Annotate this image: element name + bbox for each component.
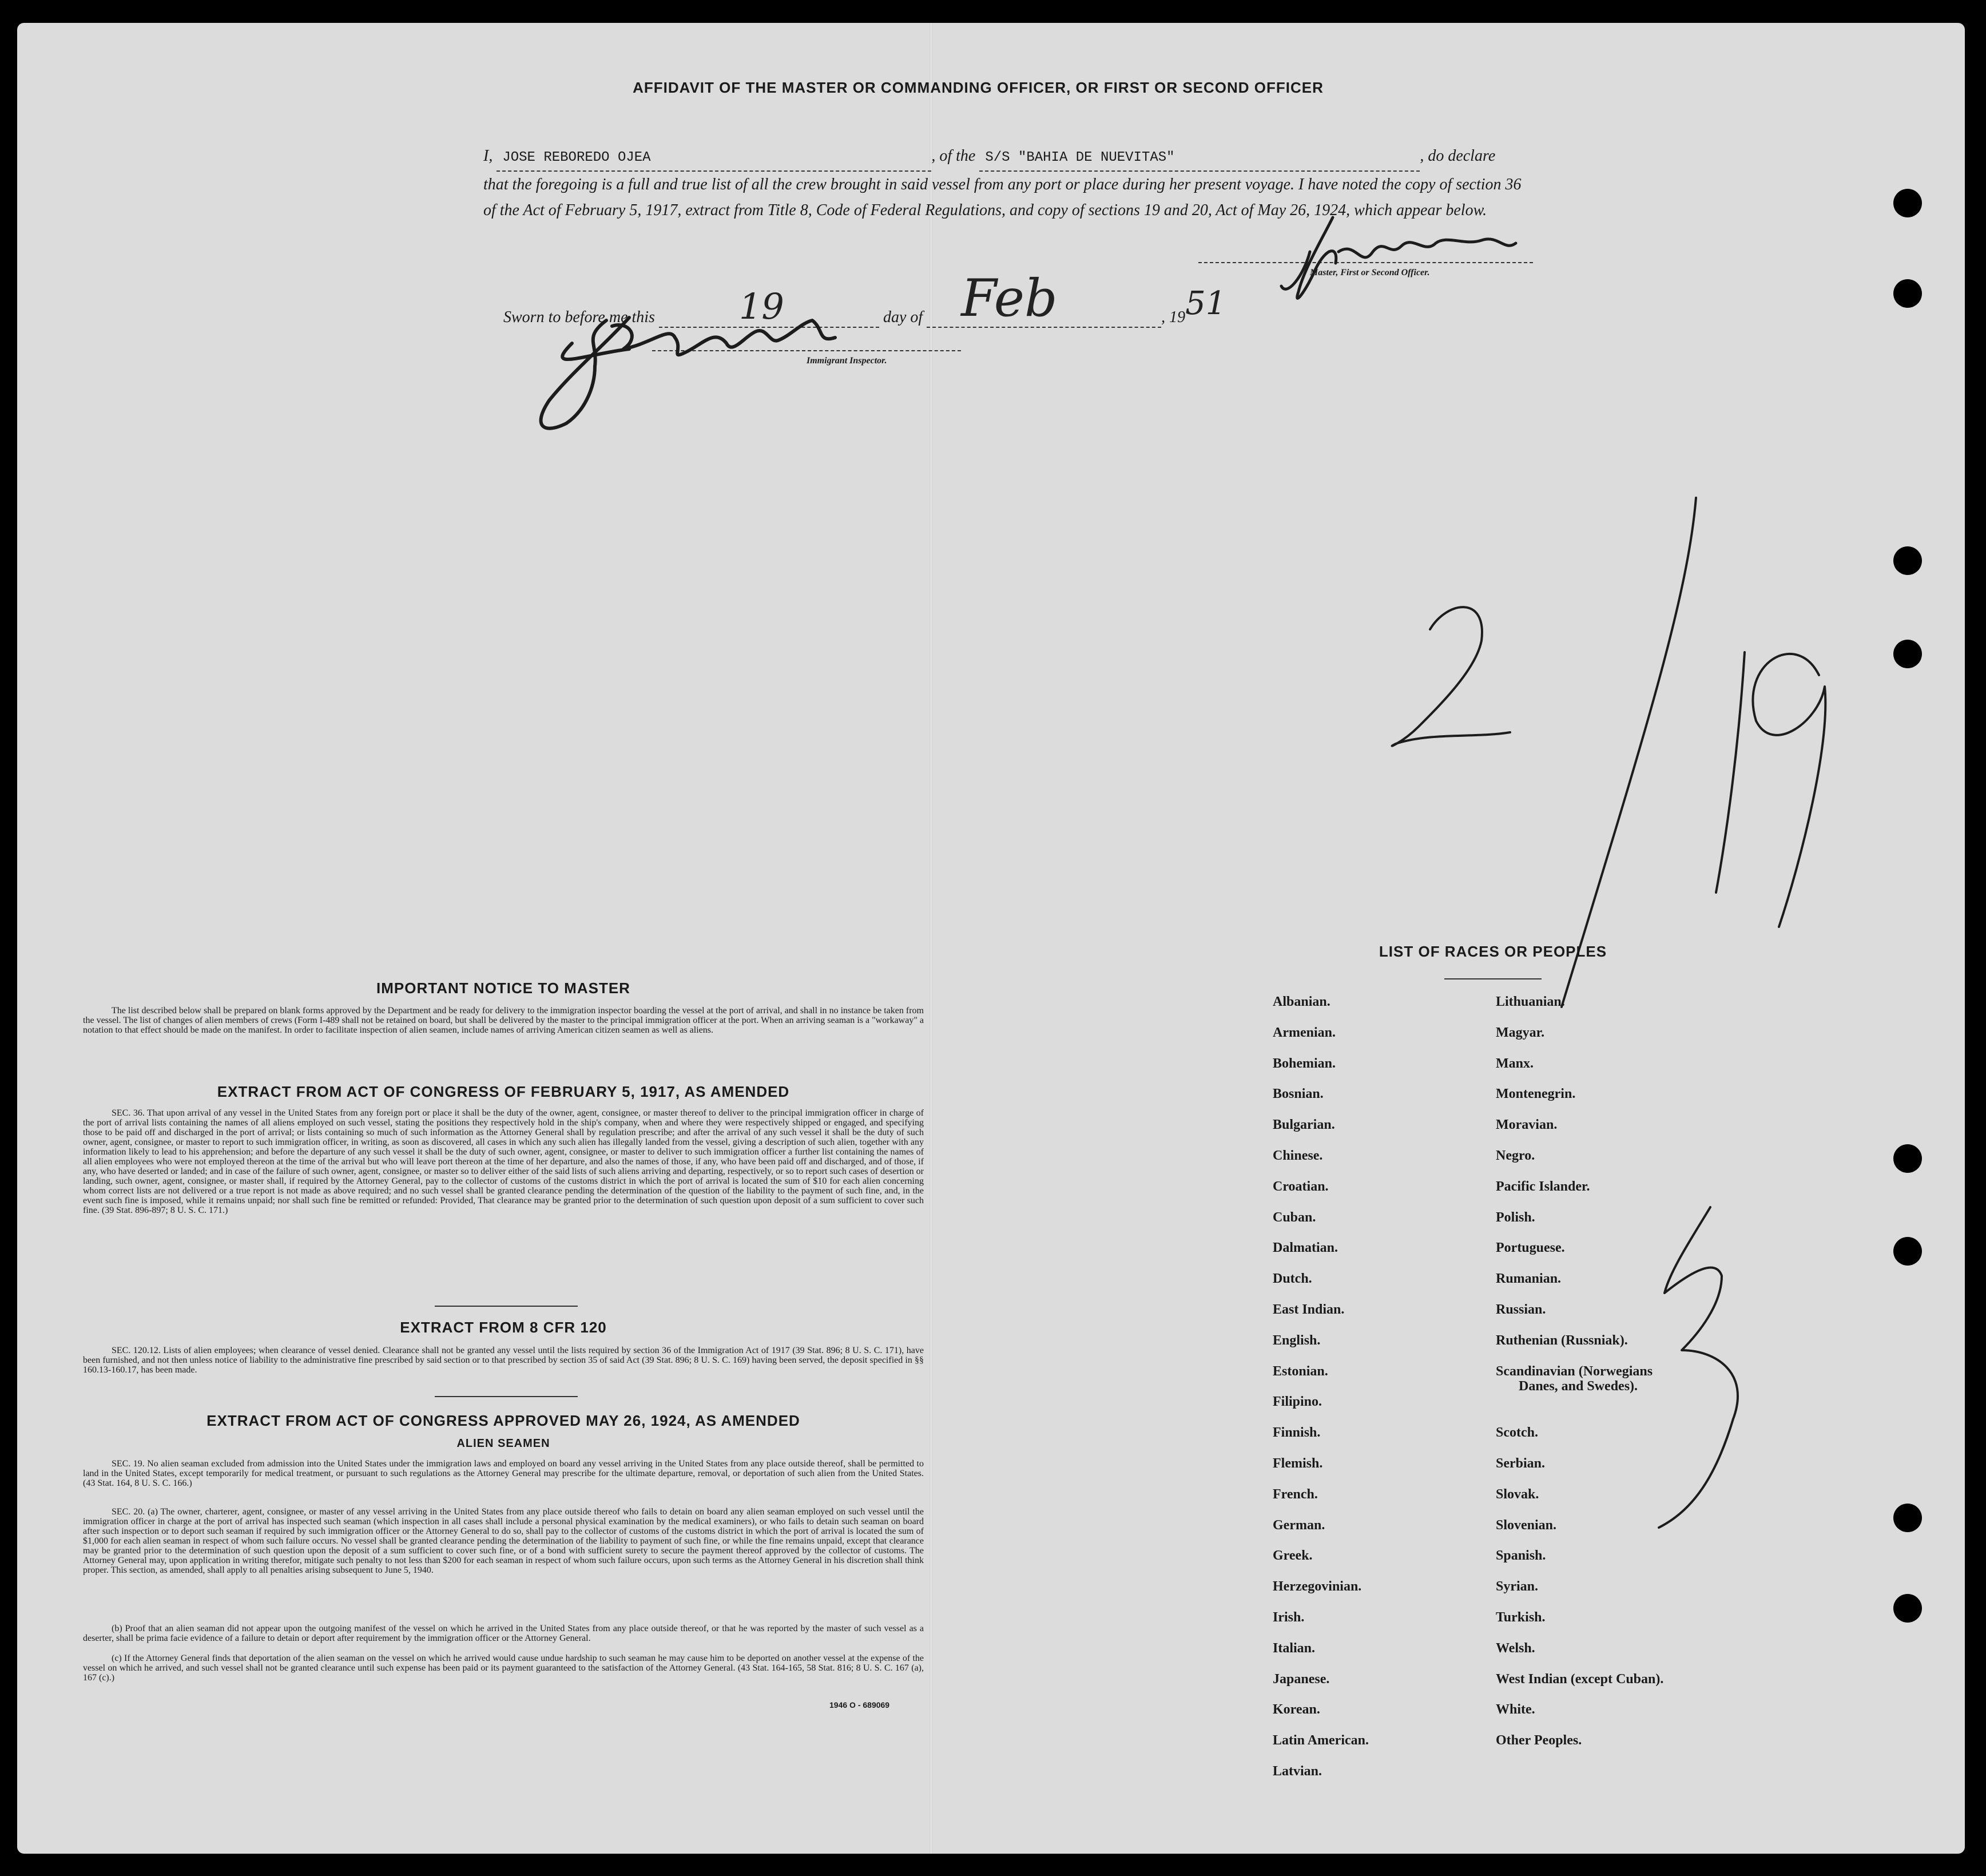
race-item: Syrian. bbox=[1496, 1579, 1539, 1595]
punch-hole bbox=[1893, 1237, 1922, 1266]
punch-hole bbox=[1893, 640, 1922, 668]
race-item: Slovenian. bbox=[1496, 1517, 1557, 1533]
race-item: Slovak. bbox=[1496, 1486, 1539, 1502]
i-label: I, bbox=[483, 147, 493, 165]
affidavit-title: AFFIDAVIT OF THE MASTER OR COMMANDING OFFICER, OR FIRST OR SECOND OFFICER bbox=[633, 79, 1324, 96]
race-item: Herzegovinian. bbox=[1273, 1579, 1362, 1595]
punch-hole bbox=[1893, 1594, 1922, 1623]
race-item: Ruthenian (Russniak). bbox=[1496, 1332, 1628, 1348]
notice-text: The list described below shall be prepared on blank forms approved by the Department and be ready for delivery to the immigration inspector boarding the vessel at the port of arrival, and shall in no instance be taken from the vessel. The list of changes of alien members of crews (Form I-489 shall not be retained on board, but shall be delivered by the master to the principal immigration officer at the port. When an arriving seaman is a "workaway" a notation to that effect should be made on the manifest. In order to facilitate inspection of alien seamen, include names of arriving American citizen seamen as well as aliens. bbox=[83, 1006, 924, 1035]
vessel-name: S/S "BAHIA DE NUEVITAS" bbox=[985, 150, 1175, 165]
race-item: Croatian. bbox=[1273, 1179, 1329, 1194]
officer-caption: Master, First or Second Officer. bbox=[1310, 268, 1430, 277]
extract-1924-sec20b: (b) Proof that an alien seaman did not appear upon the outgoing manifest of the vessel on which he arrived in the United States from any place outside thereof, or that he was reported by the master of such vessel as a deserter, shall be prima facie evidence of a failure to detain or deport after requirement by the immigration officer or the Attorney General. bbox=[83, 1624, 924, 1643]
race-item: Welsh. bbox=[1496, 1640, 1535, 1656]
extract-cfr-title: EXTRACT FROM 8 CFR 120 bbox=[400, 1319, 607, 1336]
page-number-one bbox=[1716, 652, 1745, 893]
punch-hole bbox=[1893, 1504, 1922, 1532]
punch-hole bbox=[1893, 279, 1922, 308]
race-item: French. bbox=[1273, 1486, 1318, 1502]
inspector-caption: Immigrant Inspector. bbox=[807, 356, 887, 366]
race-item: Spanish. bbox=[1496, 1548, 1546, 1564]
handwritten-three bbox=[1659, 1207, 1738, 1528]
race-item: Portuguese. bbox=[1496, 1240, 1565, 1256]
sworn-label: Sworn to before me this bbox=[503, 308, 655, 326]
race-item: Russian. bbox=[1496, 1302, 1546, 1317]
extract-1924-subtitle: ALIEN SEAMEN bbox=[456, 1437, 550, 1450]
race-item: Italian. bbox=[1273, 1640, 1316, 1656]
print-code: 1946 O - 689069 bbox=[829, 1700, 890, 1710]
race-item: Albanian. bbox=[1273, 994, 1330, 1009]
inspector-signature bbox=[541, 318, 835, 429]
extract-1917-title: EXTRACT FROM ACT OF CONGRESS OF FEBRUARY 5, 1917, AS AMENDED bbox=[217, 1083, 790, 1100]
races-right-column bbox=[1496, 994, 1663, 1764]
race-item: Estonian. bbox=[1273, 1363, 1328, 1379]
race-item: Rumanian. bbox=[1496, 1271, 1562, 1287]
race-item: Polish. bbox=[1496, 1209, 1535, 1225]
race-item: West Indian (except Cuban). bbox=[1496, 1671, 1664, 1687]
extract-cfr-text: SEC. 120.12. Lists of alien employees; when clearance of vessel denied. Clearance shall not be granted any vessel until the lists required by section 36 of the Immigration Act of 1917 (39 Stat. 896; 8 U. S. C. 171), have been furnished, and not then unless notice of liability to the administrative fine prescribed by said section or to that prescribed by section 35 of said Act (39 Stat. 896; 8 U. S. C. 169) having been served, the deposit specified in §§ 160.13-160.17, has been made. bbox=[83, 1346, 924, 1375]
race-item: Dalmatian. bbox=[1273, 1240, 1338, 1256]
extract-1924-sec20c: (c) If the Attorney General finds that deportation of the alien seaman on the vessel on which he arrived would cause undue hardship to such seaman he may cause him to be deported on another vessel at the expense of the vessel on which he arrived, and such vessel shall not be granted clearance until such expense has been paid or its payment guaranteed to the satisfaction of the Attorney General. (43 Stat. 164-165, 58 Stat. 816; 8 U. S. C. 167 (a), 167 (c).) bbox=[83, 1653, 924, 1683]
sworn-year: 51 bbox=[1185, 285, 1226, 322]
race-item: Negro. bbox=[1496, 1148, 1535, 1163]
race-item: English. bbox=[1273, 1332, 1321, 1348]
races-title-rule bbox=[1444, 978, 1542, 979]
race-item: Turkish. bbox=[1496, 1609, 1546, 1625]
extract-1924-sec19: SEC. 19. No alien seaman excluded from admission into the United States under the immigration laws and employed on board any vessel arriving in the United States from any place outside thereof, shall be permitted to land in the United States, except temporarily for medical treatment, or pursuant to such regulations as the Attorney General may prescribe for the ultimate departure, removal, or deportation of such alien from the United States. (43 Stat. 164, 8 U. S. C. 166.) bbox=[83, 1459, 924, 1488]
race-item-continued: Danes, and Swedes). bbox=[1519, 1378, 1638, 1394]
race-item: Latvian. bbox=[1273, 1763, 1322, 1779]
race-item: Serbian. bbox=[1496, 1455, 1546, 1471]
race-item: Pacific Islander. bbox=[1496, 1179, 1590, 1194]
race-item: Scotch. bbox=[1496, 1425, 1538, 1441]
race-item: Finnish. bbox=[1273, 1425, 1321, 1441]
race-item: Japanese. bbox=[1273, 1671, 1330, 1687]
page-number-nine bbox=[1753, 654, 1825, 927]
officer-signature bbox=[1281, 217, 1516, 298]
master-name: JOSE REBOREDO OJEA bbox=[502, 150, 651, 165]
race-item: Montenegrin. bbox=[1496, 1086, 1576, 1102]
race-item: Greek. bbox=[1273, 1548, 1313, 1564]
race-item: Chinese. bbox=[1273, 1148, 1323, 1163]
page-number-slash bbox=[1562, 498, 1696, 1007]
extract-1924-title: EXTRACT FROM ACT OF CONGRESS APPROVED MAY 26, 1924, AS AMENDED bbox=[206, 1412, 800, 1429]
race-item: Cuban. bbox=[1273, 1209, 1316, 1225]
race-item: Latin American. bbox=[1273, 1733, 1369, 1748]
race-item: German. bbox=[1273, 1517, 1325, 1533]
sworn-day: 19 bbox=[738, 285, 784, 327]
page-number-two bbox=[1392, 607, 1510, 746]
divider bbox=[435, 1306, 578, 1307]
day-of-label: day of bbox=[883, 308, 923, 326]
race-item: Filipino. bbox=[1273, 1394, 1322, 1410]
race-item: White. bbox=[1496, 1702, 1535, 1718]
of-the-label: , of the bbox=[931, 147, 976, 165]
punch-hole bbox=[1893, 1144, 1922, 1173]
race-item: Magyar. bbox=[1496, 1025, 1545, 1040]
year-prefix: , 19 bbox=[1161, 308, 1186, 326]
race-item: Korean. bbox=[1273, 1702, 1320, 1718]
races-left-column bbox=[1273, 994, 1369, 1795]
punch-hole bbox=[1893, 546, 1922, 575]
race-item: Armenian. bbox=[1273, 1025, 1336, 1040]
race-item: Bohemian. bbox=[1273, 1056, 1336, 1071]
extract-1924-sec20a: SEC. 20. (a) The owner, charterer, agent, consignee, or master of any vessel arriving in the United States from any place outside thereof who fails to detain on board any alien seaman employed on such vessel until the immigration officer in charge at the port of arrival has inspected such seaman (which inspection in all cases shall include a personal physical examination by the medical examiners), or who fails to detain such seaman on board after such inspection or to deport such seaman if required by such immigration officer or the Attorney General to do so, shall pay to the collector of customs of the customs district in which the port of arrival is located the sum of $1,000 for each alien seaman in respect of whom such failure occurs. No vessel shall be granted clearance pending the determination of the liability to payment of such fine, or while the fine remains unpaid, except that clearance may be granted prior to the determination of such question upon the deposit of a sum sufficient to cover such fine, or of a bond with sufficient surety to secure the payment thereof approved by the collector of customs. The Attorney General may, upon application in writing therefor, mitigate such penalty to not less than $200 for each seaman in respect of whom such failure occurs, upon such terms as the Attorney General in his discretion shall think proper. This section, as amended, shall apply to all penalties arising subsequent to June 5, 1940. bbox=[83, 1507, 924, 1575]
race-item: Manx. bbox=[1496, 1056, 1534, 1071]
notice-title: IMPORTANT NOTICE TO MASTER bbox=[376, 979, 630, 997]
declaration-body: that the foregoing is a full and true list of all the crew brought in said vessel from any port or place during her present voyage. I have noted the copy of section 36 of the Act of February 5, 1917, extract from Title 8, Code of Federal Regulations, and copy of sections 19 and 20, Act of May 26, 1924, which appear below. bbox=[483, 176, 1522, 219]
race-item: Other Peoples. bbox=[1496, 1733, 1582, 1748]
divider bbox=[435, 1396, 578, 1397]
race-item: Bosnian. bbox=[1273, 1086, 1324, 1102]
do-declare-label: , do declare bbox=[1420, 147, 1496, 165]
race-item: Irish. bbox=[1273, 1609, 1305, 1625]
race-item: Moravian. bbox=[1496, 1117, 1558, 1133]
race-item: Flemish. bbox=[1273, 1455, 1323, 1471]
race-item: Bulgarian. bbox=[1273, 1117, 1335, 1133]
races-title: LIST OF RACES OR PEOPLES bbox=[1379, 943, 1607, 960]
sworn-month: Feb bbox=[961, 268, 1058, 328]
race-item: Dutch. bbox=[1273, 1271, 1312, 1287]
extract-1917-text: SEC. 36. That upon arrival of any vessel in the United States from any foreign port or place it shall be the duty of the owner, agent, consignee, or master thereof to deliver to the principal immigration officer in charge of the port of arrival lists containing the names of all aliens employed on such vessel, stating the positions they respectively hold in the ship's company, when and where they were respectively shipped or engaged, and specifying those to be paid off and discharged in the port of arrival; or lists containing so much of such information as the Attorney General shall by regulation prescribe; and after the arrival of any such vessel it shall be the duty of such owner, agent, consignee, or master to report to such immigration officer, in writing, as soon as discovered, all cases in which any such alien has illegally landed from the vessel, giving a description of such alien, together with any information likely to lead to his apprehension; and before the departure of any such vessel it shall be the duty of such owner, agent, consignee, or master to deliver to such immigration officer a further list containing the names of all alien employees who were not employed thereon at the time of the arrival but who will leave port thereon at the time of her departure, and also the names of those, if any, who have been paid off and discharged, and of those, if any, who have deserted or landed; and in case of the failure of such owner, agent, consignee, or master so to deliver either of the said lists of such aliens arriving and departing, respectively, or so to report such cases of desertion or landing, such owner, agent, consignee, or master shall, if required by the Attorney General, pay to the collector of customs of the customs district in which the port of arrival is located the sum of $10 for each alien concerning whom correct lists are not delivered or a true report is not made as above required; and no such vessel shall be granted clearance pending the determination of the question of the liability to the payment of such fine, and, in the event such fine is imposed, while it remains unpaid; nor shall such fine be remitted or refunded: Provided, That clearance may be granted prior to the determination of such question upon deposit of a sum sufficient to cover such fine. (39 Stat. 896-897; 8 U. S. C. 171.) bbox=[83, 1108, 924, 1215]
race-item: East Indian. bbox=[1273, 1302, 1345, 1317]
race-item: Lithuanian. bbox=[1496, 994, 1565, 1009]
race-item: Scandinavian (Norwegians bbox=[1496, 1363, 1653, 1379]
punch-hole bbox=[1893, 189, 1922, 217]
